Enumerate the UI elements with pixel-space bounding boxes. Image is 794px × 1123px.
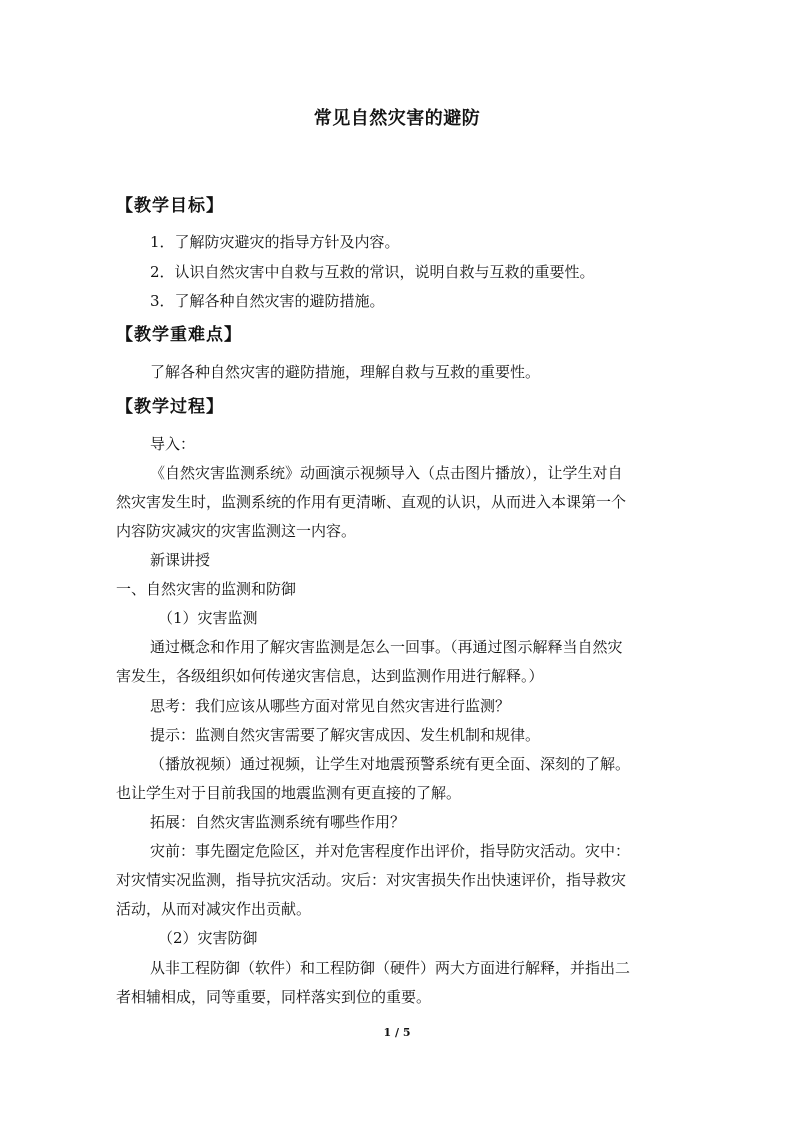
process-line: 者相辅相成，同等重要，同样落实到位的重要。 (116, 988, 432, 1006)
process-line: 《自然灾害监测系统》动画演示视频导入（点击图片播放），让学生对自 (150, 464, 623, 482)
process-line: （播放视频）通过视频，让学生对地震预警系统有更全面、深刻的了解。 (150, 755, 631, 773)
process-subheading: （2）灾害防御 (158, 929, 258, 947)
key-points-text: 了解各种自然灾害的避防措施，理解自救与互救的重要性。 (150, 363, 541, 381)
process-line: 拓展：自然灾害监测系统有哪些作用？ (150, 813, 406, 831)
process-line: 思考：我们应该从哪些方面对常见自然灾害进行监测？ (150, 697, 511, 715)
process-line: 从非工程防御（软件）和工程防御（硬件）两大方面进行解释，并指出二 (150, 959, 631, 977)
process-line: 也让学生对于目前我国的地震监测有更直接的了解。 (116, 784, 462, 802)
section-heading-key-points: 【教学重难点】 (116, 325, 242, 345)
process-line: 提示：监测自然灾害需要了解灾害成因、发生机制和规律。 (150, 726, 541, 744)
process-line: 对灾情实况监测，指导抗灾活动。灾后：对灾害损失作出快速评价，指导救灾 (116, 871, 627, 889)
process-subheading: 一、自然灾害的监测和防御 (116, 580, 297, 598)
process-line: 然灾害发生时，监测系统的作用有更清晰、直观的认识，从而进入本课第一个 (116, 493, 627, 511)
process-line: 导入： (150, 435, 196, 453)
process-line: 害发生，各级组织如何传递灾害信息，达到监测作用进行解释。） (116, 667, 544, 685)
objective-item: 1．了解防灾避灾的指导方针及内容。 (150, 233, 400, 251)
process-subheading: （1）灾害监测 (158, 609, 258, 627)
process-line: 活动，从而对减灾作出贡献。 (116, 900, 312, 918)
objective-item: 3．了解各种自然灾害的避防措施。 (150, 292, 385, 310)
process-line: 新课讲授 (150, 551, 211, 569)
section-heading-process: 【教学过程】 (116, 397, 224, 417)
process-line: 内容防灾减灾的灾害监测这一内容。 (116, 522, 357, 540)
section-heading-objectives: 【教学目标】 (116, 196, 224, 216)
process-line: 灾前：事先圈定危险区，并对危害程度作出评价，指导防灾活动。灾中： (150, 842, 631, 860)
process-line: 通过概念和作用了解灾害监测是怎么一回事。（再通过图示解释当自然灾 (150, 638, 623, 656)
objective-item: 2．认识自然灾害中自救与互救的常识，说明自救与互救的重要性。 (150, 263, 595, 281)
page-number: 1 / 5 (383, 1026, 411, 1039)
document-title: 常见自然灾害的避防 (313, 108, 481, 129)
